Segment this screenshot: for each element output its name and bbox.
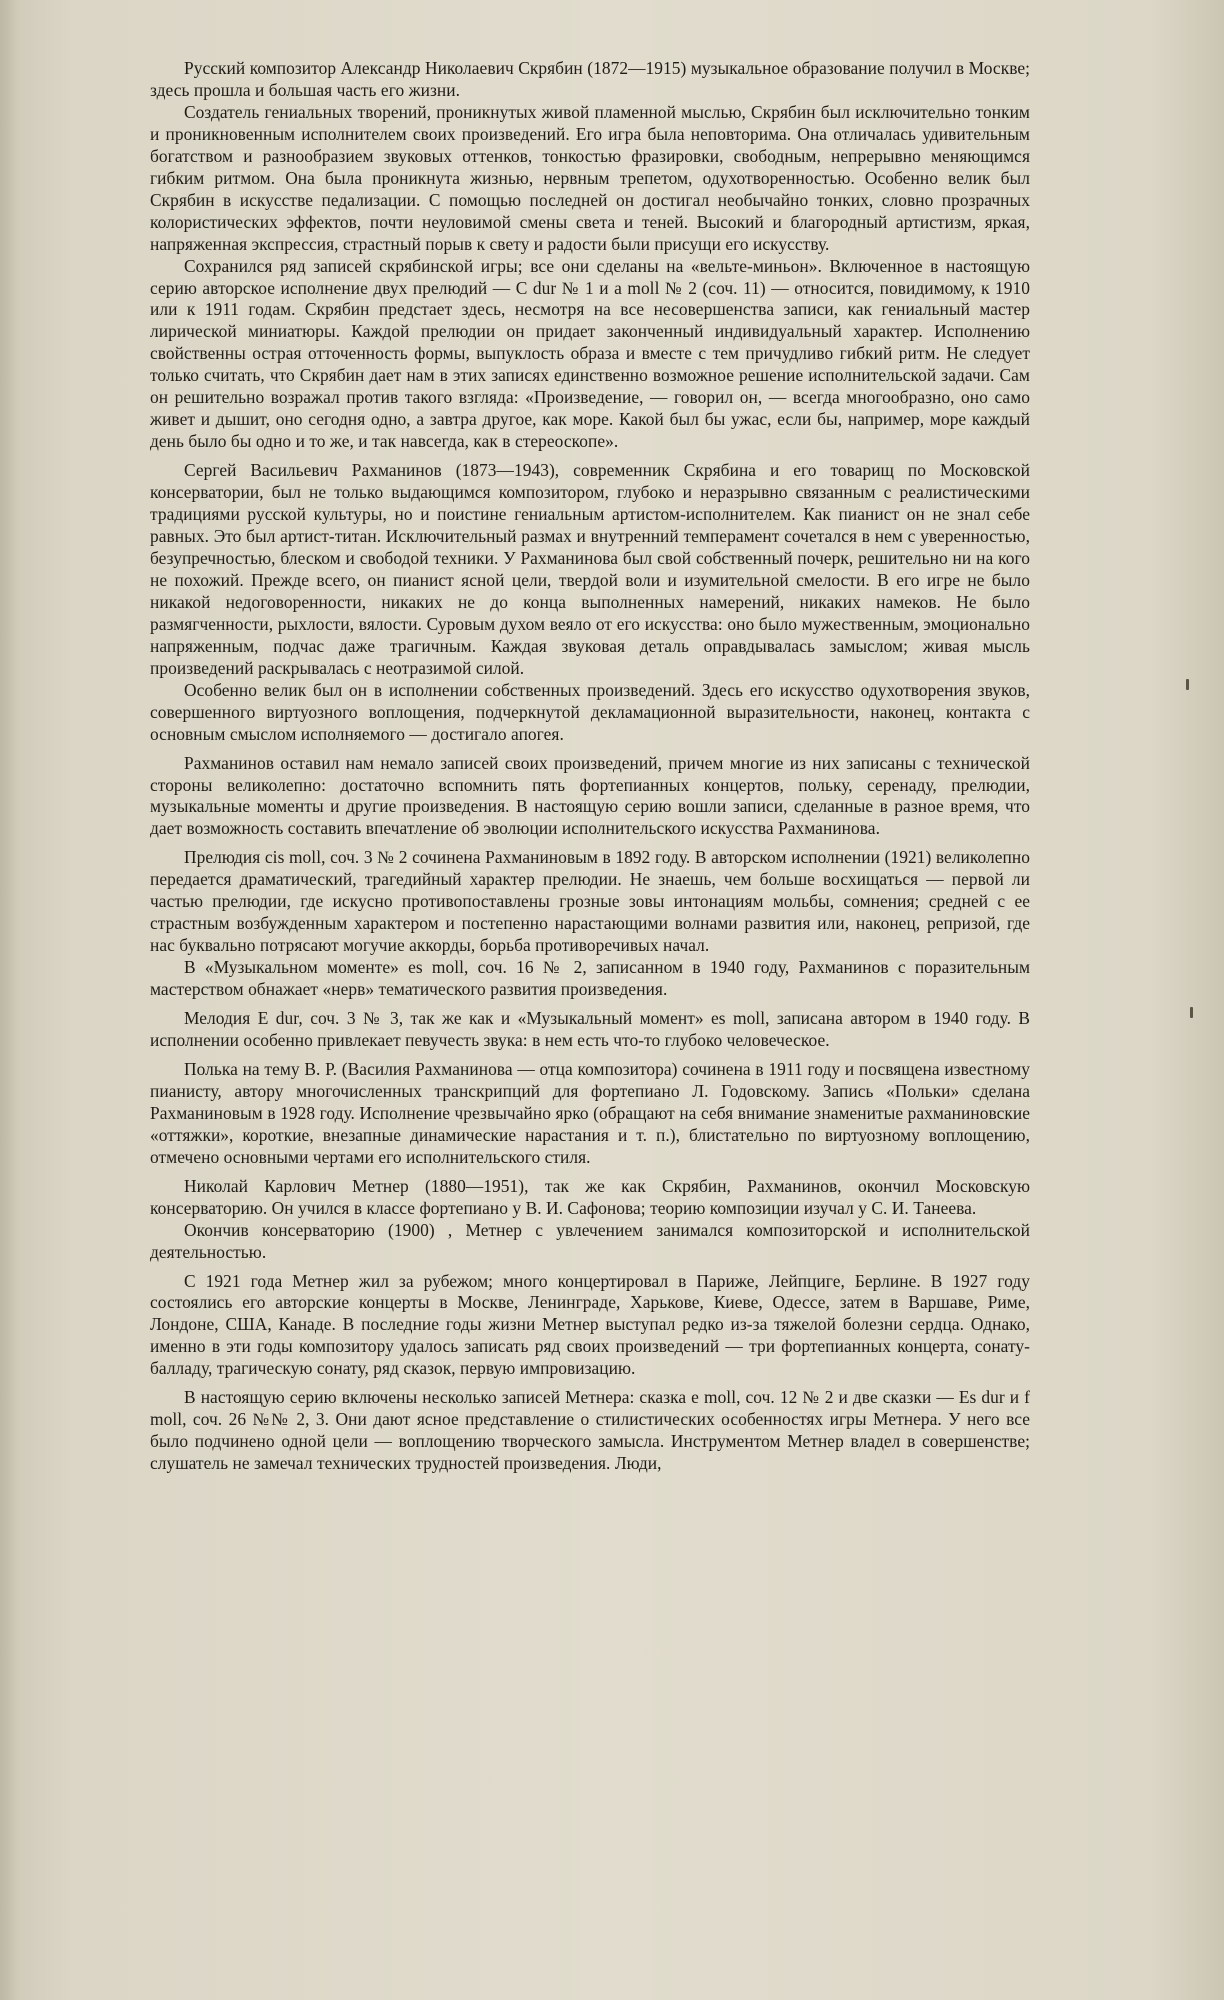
margin-mark-upper <box>1186 679 1189 690</box>
paragraph-medtner-intro: Николай Карлович Метнер (1880—1951), так же как Скрябин, Рахманинов, окончил Московскую консерваторию. Он учился в классе фортепиано у В. И. Сафонова; теорию композиции изучал у С. И. Танеева. <box>150 1175 1030 1218</box>
paragraph-medtner-career: Окончив консерваторию (1900) , Метнер с увлечением занимался композиторской и исполнительской деятельностью. <box>150 1219 1030 1262</box>
paragraph-scriabin-intro: Русский композитор Александр Николаевич Скрябин (1872—1915) музыкальное образование получил в Москве; здесь прошла и большая часть его жизни. <box>150 58 1030 100</box>
paragraph-medtner-recordings: В настоящую серию включены несколько записей Метнера: сказка e moll, соч. 12 № 2 и две сказки — Es dur и f moll, соч. 26 №№ 2, 3. Они дают ясное представление о стилистических особенностях игры Метнера. У него все было подчинено одной цели — воплощению творческого замысла. Инструментом Метнер владел в совершенстве; слушатель не замечал технических трудностей произведения. Люди, <box>150 1387 1030 1474</box>
paragraph-prelude-cis-moll: Прелюдия cis moll, соч. 3 № 2 сочинена Рахманиновым в 1892 году. В авторском исполнении (1921) великолепно передается драматический, трагедийный характер прелюдии. Не знаешь, чем больше восхищаться — первой ли частью прелюдии, где искусно противопоставлены грозные зовы интонациям мольбы, сомнения; средней с ее страстным возбужденным характером и постепенно нарастающими волнами развития или, наконец, репризой, где нас буквально потрясают могучие аккорды, борьба противоречивых начал. <box>150 847 1030 956</box>
article-text <box>150 58 1030 1475</box>
paragraph-rachmaninoff-recordings: Рахманинов оставил нам немало записей своих произведений, причем многие из них записаны с технической стороны великолепно: достаточно вспомнить пять фортепианных концертов, польку, серенаду, прелюдии, музыкальные моменты и другие произведения. В настоящую серию вошли записи, сделанные в разное время, что дает возможность составить впечатление об эволюции исполнительского искусства Рахманинова. <box>150 752 1030 839</box>
paragraph-melody-e-dur: Мелодия E dur, соч. 3 № 3, так же как и «Музыкальный момент» es moll, записана автором в 1940 году. В исполнении особенно привлекает певучесть звука: в нем есть что-то глубоко человеческое. <box>150 1008 1030 1050</box>
paragraph-medtner-abroad: С 1921 года Метнер жил за рубежом; много концертировал в Париже, Лейпциге, Берлине. В 1927 году состоялись его авторские концерты в Москве, Ленинграде, Харькове, Киеве, Одессе, затем в Варшаве, Риме, Лондоне, США, Канаде. В последние годы жизни Метнер выступал редко из-за тяжелой болезни сердца. Однако, именно в эти годы композитору удалось записать ряд своих произведений — три фортепианных концерта, сонату-балладу, трагическую сонату, ряд сказок, первую импровизацию. <box>150 1270 1030 1379</box>
paragraph-scriabin-playing: Создатель гениальных творений, проникнутых живой пламенной мыслью, Скрябин был исключительно тонким и проникновенным исполнителем своих произведений. Его игра была неповторима. Она отличалась удивительным богатством и разнообразием звуковых оттенков, тонкостью фразировки, свободным, непрерывно меняющимся гибким ритмом. Она была проникнута жизнью, нервным трепетом, одухотворенностью. Особенно велик был Скрябин в искусстве педализации. С помощью последней он достигал необычайно тонких, словно прозрачных колористических эффектов, почти неуловимой смены света и теней. Высокий и благородный артистизм, яркая, напряженная экспрессия, страстный порыв к свету и радости были присущи его искусству. <box>150 101 1030 254</box>
paragraph-rachmaninoff-own-works: Особенно велик был он в исполнении собственных произведений. Здесь его искусство одухотворения звуков, совершенного виртуозного воплощения, подчеркнутой декламационной выразительности, наконец, контакта с основным смыслом исполняемого — достигало апогея. <box>150 679 1030 744</box>
paragraph-polka: Полька на тему В. Р. (Василия Рахманинова — отца композитора) сочинена в 1911 году и посвящена известному пианисту, автору многочисленных транскрипций для фортепиано Л. Годовскому. Запись «Польки» сделана Рахманиновым в 1928 году. Исполнение чрезвычайно ярко (обращают на себя внимание знаменитые рахманиновские «оттяжки», короткие, внезапные динамические нарастания и т. п.), блистательно по виртуозному воплощению, отмечено основными чертами его исполнительского стиля. <box>150 1058 1030 1167</box>
paragraph-scriabin-recordings: Сохранился ряд записей скрябинской игры; все они сделаны на «вельте-миньон». Включенное в настоящую серию авторское исполнение двух прелюдий — C dur № 1 и a moll № 2 (соч. 11) — относится, повидимому, к 1910 или к 1911 годам. Скрябин предстает здесь, несмотря на все несовершенства записи, как гениальный мастер лирической миниатюры. Каждой прелюдии он придает законченный индивидуальный характер. Исполнению свойственны острая отточенность формы, выпуклость образа и вместе с тем причудливо гибкий ритм. Не следует только считать, что Скрябин дает нам в этих записях единственно возможное решение исполнительской задачи. Сам он решительно возражал против такого взгляда: «Произведение, — говорил он, — всегда многообразно, оно само живет и дышит, оно сегодня одно, а завтра другое, как море. Какой был бы ужас, если бы, например, море каждый день было бы одно и то же, и так навсегда, как в стереоскопе». <box>150 255 1030 452</box>
paragraph-rachmaninoff-intro: Сергей Васильевич Рахманинов (1873—1943), современник Скрябина и его товарищ по Московской консерватории, был не только выдающимся композитором, глубоко и неразрывно связанным с реалистическими традициями русской культуры, но и поистине гениальным артистом-исполнителем. Как пианист он не знал себе равных. Это был артист-титан. Исключительный размах и внутренний темперамент сочетался в нем с уверенностью, безупречностью, блеском и свободой техники. У Рахманинова был свой собственный почерк, решительно ни на кого не похожий. Прежде всего, он пианист ясной цели, твердой воли и изумительной смелости. В его игре не было никакой недоговоренности, никаких не до конца выполненных намерений, никаких намеков. Не было размягченности, рыхлости, вялости. Суровым духом веяло от его искусства: оно было мужественным, эмоционально напряженным, подчас даже трагичным. Каждая звуковая деталь оправдывалась замыслом; живая мысль произведений раскрывалась с неотразимой силой. <box>150 460 1030 678</box>
paragraph-musical-moment: В «Музыкальном моменте» es moll, соч. 16 № 2, записанном в 1940 году, Рахманинов с поразительным мастерством обнажает «нерв» тематического развития произведения. <box>150 957 1030 1000</box>
margin-mark-lower <box>1190 1007 1193 1018</box>
